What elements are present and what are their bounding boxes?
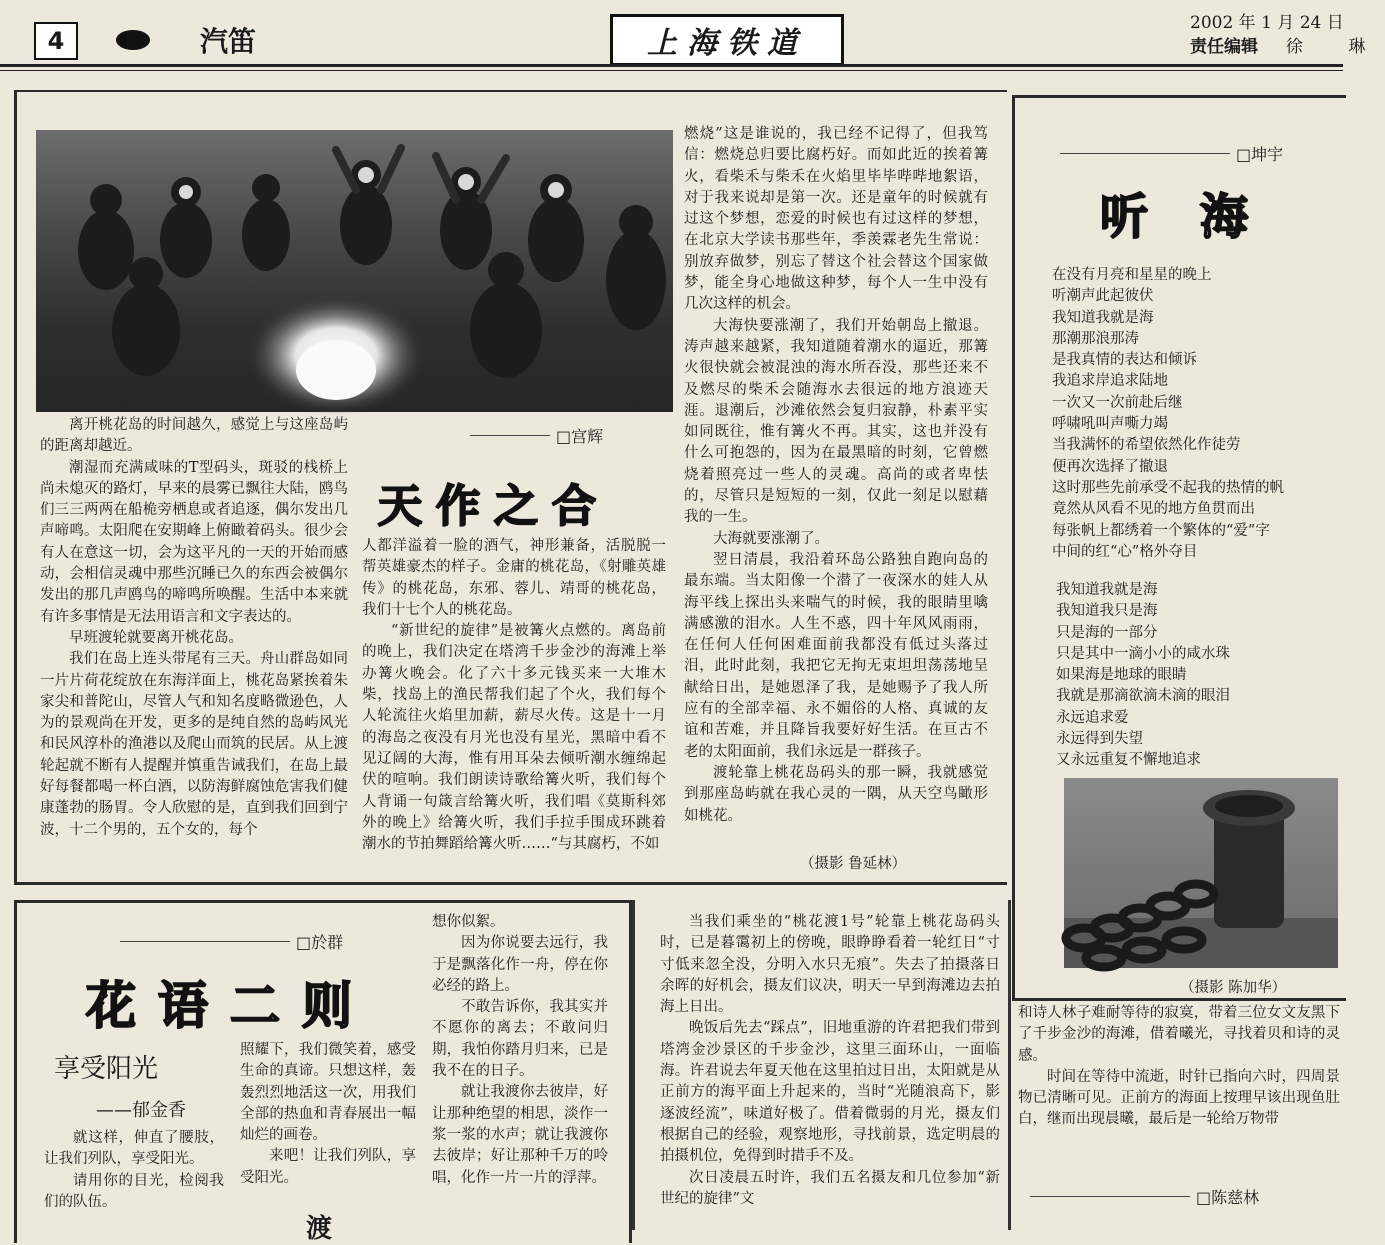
article1-col3-para-3: 大海就要涨潮了。 <box>713 530 829 547</box>
article3-col2-para-1: 和诗人林子难耐等待的寂寞，带着三位女文友黑下了千步金沙的海滩，借着曦光，寻找着贝和诗的灵感。 <box>1018 1005 1340 1064</box>
article2-col3-para-1: 想你似絮。 <box>432 914 505 930</box>
poem-line: 每张帆上都绣着一个繁体的“爱”字 <box>1052 522 1270 539</box>
article2-col2-para-1: 照耀下，我们微笑着，感受生命的真谛。只想这样，轰轰烈烈地活这一次，用我们全部的热血和青春展出一幅灿烂的画卷。 <box>240 1042 416 1144</box>
editor-name: 徐 琳 <box>1285 37 1385 57</box>
article3-byline-text: □陈慈林 <box>1196 1188 1260 1207</box>
byline-rule <box>470 435 550 436</box>
poem-line: 我就是那滴欲滴未滴的眼泪 <box>1056 688 1230 705</box>
poem-byline <box>1060 142 1283 165</box>
article2-next-title: 渡 <box>306 1214 333 1244</box>
article1-col1-para-4: 我们在岛上连头带尾有三天。舟山群岛如同一片片荷花绽放在东海洋面上，桃花岛紧挨着朱家尖和普陀山，尽管人气和知名度略微逊色，人为的景观尚在开发，更多的是纯自然的岛屿风光和民风淳朴的渔港以及爬山而筑的民居。从上渡轮起就不断有人提醒并慎重告诫我们，在岛上最好每餐都喝一杯白酒，以防海鲜腐蚀危害我们健康蓬勃的肠胃。令人欣慰的是，直到我们回到宁波，十二个男的，五个女的，每个 <box>40 651 348 838</box>
poem-line: 我知道我就是海 <box>1056 582 1158 598</box>
poem-line: 又永远重复不懈地追求 <box>1056 752 1201 769</box>
article2-col2-para-2: 来吧！让我们列队，享受阳光。 <box>240 1148 416 1186</box>
article3-col2-para-2: 时间在等待中流逝，时针已指向六时，四周景物已清晰可见。正前方的海面上按理早该出现鱼肚白，继而出现晨曦，最后是一轮给万物带 <box>1018 1068 1340 1128</box>
article2-byline-text: □於群 <box>296 933 344 952</box>
byline-rule <box>120 941 290 942</box>
article1-photo-credit: （摄影 鲁延林） <box>800 856 907 872</box>
article2-col3-para-4: 就让我渡你去彼岸，好让那种绝望的相思，淡作一浆一浆的水声；就让我渡你去彼岸；好让那种千万的呤唱，化作一片一片的浮萍。 <box>432 1084 608 1186</box>
poem-line: 永远得到失望 <box>1056 731 1143 748</box>
column-divider <box>1008 900 1011 1230</box>
editor-line <box>1190 32 1385 57</box>
article1-column-1 <box>40 415 348 875</box>
article2-subtitle: 享受阳光 <box>54 1054 159 1084</box>
article2-col3-para-2: 因为你说要去远行，我于是飘落化作一舟，停在你必经的路上。 <box>432 935 608 994</box>
article2-title: 花语二则 <box>86 977 374 1035</box>
poem-line: 便再次选择了撤退 <box>1052 458 1168 475</box>
column-divider <box>632 900 635 1230</box>
poem-line: 如果海是地球的眼睛 <box>1056 667 1187 684</box>
section-name: 汽笛 <box>200 25 257 58</box>
article1-byline-text: □宫辉 <box>556 427 604 446</box>
bonfire-scene-icon <box>36 130 673 412</box>
article3-byline <box>1030 1185 1259 1208</box>
page-number-box <box>34 22 78 60</box>
poem-line: 只是其中一滴小小的咸水珠 <box>1056 645 1230 662</box>
article1-col3-para-5: 渡轮靠上桃花岛码头的那一瞬，我就感觉到那座岛屿就在我心灵的一隅，从天空鸟瞰形如桃花。 <box>684 764 988 824</box>
poem-line: 是我真情的表达和倾诉 <box>1052 352 1197 369</box>
article1-col1-para-1: 离开桃花岛的时间越久，感觉上与这座岛屿的距离却越近。 <box>40 417 348 455</box>
article1-col3-para-2: 大海快要涨潮了，我们开始朝岛上撤退。涛声越来越紧，我知道随着潮水的逼近，那篝火很快就会被混浊的海水所吞没，那些还来不及燃尽的柴禾会随海水去很远的地方浪迹天涯。退潮后，沙滩依然会复归寂静，朴素平实如同既往，惟有篝火不再。其实，这也并没有什么可抱怨的，因为在最黑暗的时刻，它曾燃烧着照亮过一些人的灵魂。高尚的或者卑怯的，尽管只是短短的一刻，仅此一刻足以慰藉我的一生。 <box>684 317 988 526</box>
article2-col3-para-3: 不敢告诉你，我其实并不愿你的离去；不敢问归期，我怕你踏月归来，已是我不在的日子。 <box>432 999 608 1080</box>
header-rule-thin <box>0 70 1343 71</box>
poem-byline-text: □坤宇 <box>1236 145 1284 164</box>
article2-byline <box>120 930 343 953</box>
poem-line: 那潮那浪那涛 <box>1052 330 1139 347</box>
article1-col1-para-2: 潮湿而充满咸味的T型码头，斑驳的栈桥上尚未熄灭的路灯，早来的晨雾已飘往大陆，鸥鸟们三三两两在船桅旁栖息或者追逐，偶尔发出几声啼鸣。太阳爬在安期峰上俯瞰着码头。很少会有人在意这一切，会为这平凡的一天的开始而感动，会相信灵魂中那些沉睡已久的东西会被偶尔发出的那几声鸥鸟的啼鸣所唤醒。生活中本来就有许多事情是无法用语言和文字表达的。 <box>40 459 348 625</box>
poem-line: 中间的红“心”格外夺目 <box>1052 543 1198 560</box>
article1-col3-para-4: 翌日清晨，我沿着环岛公路独自跑向岛的最东端。当太阳像一个潜了一夜深水的娃人从海平线上探出头来喘气的时候，我的眼睛里噙满感激的泪水。人生不惑，四十年风风雨雨，在任何人任何困难面前我都没有低过头落过泪，此时此刻，我把它无拘无束坦坦荡荡地呈献给日出，是她恩泽了我，是她赐予了我人所应有的全部幸福、永不媚俗的人格、真诚的友谊和苦难，并且降旨我要好好生活。在亘古不老的太阳面前，我们永远是一群孩子。 <box>684 551 988 760</box>
bonfire-photo <box>36 130 673 412</box>
poem-line: 一次又一次前赴后继 <box>1052 394 1183 411</box>
poem-line: 永远追求爱 <box>1056 709 1129 726</box>
header-rule-thick <box>0 64 1343 67</box>
bollard-chain-icon <box>1064 778 1338 968</box>
poem-line: 竟然从风看不见的地方鱼贯而出 <box>1052 501 1255 518</box>
poem-line: 这时那些先前承受不起我的热情的帆 <box>1052 479 1284 496</box>
article1-column-3 <box>684 124 988 854</box>
article1-col3-para-1: 燃烧”这是谁说的，我已经不记得了，但我笃信：燃烧总归要比腐朽好。而如此近的挨着篝火，看柴禾与柴禾在火焰里毕毕哔哔地絮语，对于我来说却是第一次。还是童年的时候就有过这个梦想，恋爱的时候也有过这样的梦想，在北京大学读书那些年，季羡霖老先生常说：别放弃做梦，别忘了替这个社会替这个国家做梦，能全身心地做这种梦，每个人一生中没有几次这样的机会。 <box>684 126 988 313</box>
article1-byline <box>470 424 603 447</box>
poem-stanza-2 <box>1056 580 1341 772</box>
editor-label: 责任编辑 <box>1190 37 1258 57</box>
issue-date: 2002 年 1 月 24 日 <box>1190 13 1344 33</box>
poem-line: 只是海的一部分 <box>1056 624 1158 641</box>
article1-column-2 <box>362 536 666 876</box>
page-number: 4 <box>47 27 65 55</box>
article2-col1-para-1: 就这样，伸直了腰肢，让我们列队，享受阳光。 <box>44 1130 224 1168</box>
poem-line: 呼啸吼叫声嘶力竭 <box>1052 416 1168 433</box>
article1-col1-para-3: 早班渡轮就要离开桃花岛。 <box>69 629 243 646</box>
poem-line: 我追求岸追求陆地 <box>1052 373 1168 390</box>
article2-column-2 <box>240 1040 416 1190</box>
article2-column-3 <box>432 912 608 1228</box>
poem-stanza-1 <box>1052 265 1337 563</box>
byline-rule <box>1030 1196 1190 1197</box>
article2-author: ——郁金香 <box>96 1100 186 1121</box>
article3-col1-para-1: 当我们乘坐的“桃花渡1号”轮靠上桃花岛码头时，已是暮霭初上的傍晚，眼睁睁看着一轮红日“寸寸低来忽全没，分明入水只无痕”。失去了拍摄落日余晖的好机会，摄友们议决，明天一早到海滩边去拍海上日出。 <box>660 914 1000 1016</box>
article1-title: 天作之合 <box>378 481 610 532</box>
article3-col1-para-3: 次日凌晨五时许，我们五名摄友和几位参加“新世纪的旋律”文 <box>660 1169 1000 1207</box>
article2-column-1 <box>44 1128 224 1228</box>
article3-column-1 <box>660 912 1000 1228</box>
poem-photo-credit: （摄影 陈加华） <box>1180 980 1287 996</box>
poem-line: 在没有月亮和星星的晚上 <box>1052 267 1212 283</box>
poem-line: 我知道我就是海 <box>1052 309 1154 326</box>
byline-rule <box>1060 153 1230 154</box>
poem-line: 听潮声此起彼伏 <box>1052 288 1154 305</box>
bullet-dot-icon <box>116 30 150 50</box>
poem-title: 听海 <box>1100 189 1301 245</box>
article2-col1-para-2: 请用你的目光，检阅我们的队伍。 <box>44 1172 224 1210</box>
article1-col2-para-1: 人都洋溢着一脸的酒气，神形兼备，活脱脱一帮英雄豪杰的样子。金庸的桃花岛，《射雕英雄传》的桃花岛，东邪、蓉儿、靖哥的桃花岛，我们十七个人的桃花岛。 <box>362 538 666 618</box>
poem-line: 我知道我只是海 <box>1056 603 1158 620</box>
masthead <box>610 14 844 66</box>
masthead-title: 上海铁道 <box>647 26 807 61</box>
article3-column-2 <box>1018 1003 1340 1153</box>
article1-col2-para-2: “新世纪的旋律”是被篝火点燃的。离岛前的晚上，我们决定在塔湾千步金沙的海滩上举办篝火晚会。化了六十多元钱买来一大堆木柴，找岛上的渔民帮我们起了个火，我们每个人轮流往火焰里加薪，薪尽火传。这是十一月的海岛之夜没有月光也没有星光，黑暗中看不见辽阔的大海，惟有用耳朵去倾听潮水缠绵起伏的喧响。我们朗读诗歌给篝火听，我们每个人背诵一句箴言给篝火听，我们唱《莫斯科郊外的晚上》给篝火听，我们手拉手围成环跳着潮水的节拍舞蹈给篝火听……“与其腐朽，不如 <box>362 623 666 853</box>
article3-col1-para-2: 晚饭后先去“踩点”，旧地重游的许君把我们带到塔湾金沙景区的千步金沙，这里三面环山，一面临海。许君说去年夏天他在这里拍过日出，太阳就是从正前方的海平面上升起来的，当时“光随浪高下，影逐波经流”，味道好极了。借着微弱的月光，摄友们根据自己的经验，观察地形，寻找前景，选定明晨的拍摄机位，免得到时措手不及。 <box>660 1020 1000 1165</box>
bollard-chain-photo <box>1064 778 1338 968</box>
poem-line: 当我满怀的希望依然化作徒劳 <box>1052 437 1241 454</box>
